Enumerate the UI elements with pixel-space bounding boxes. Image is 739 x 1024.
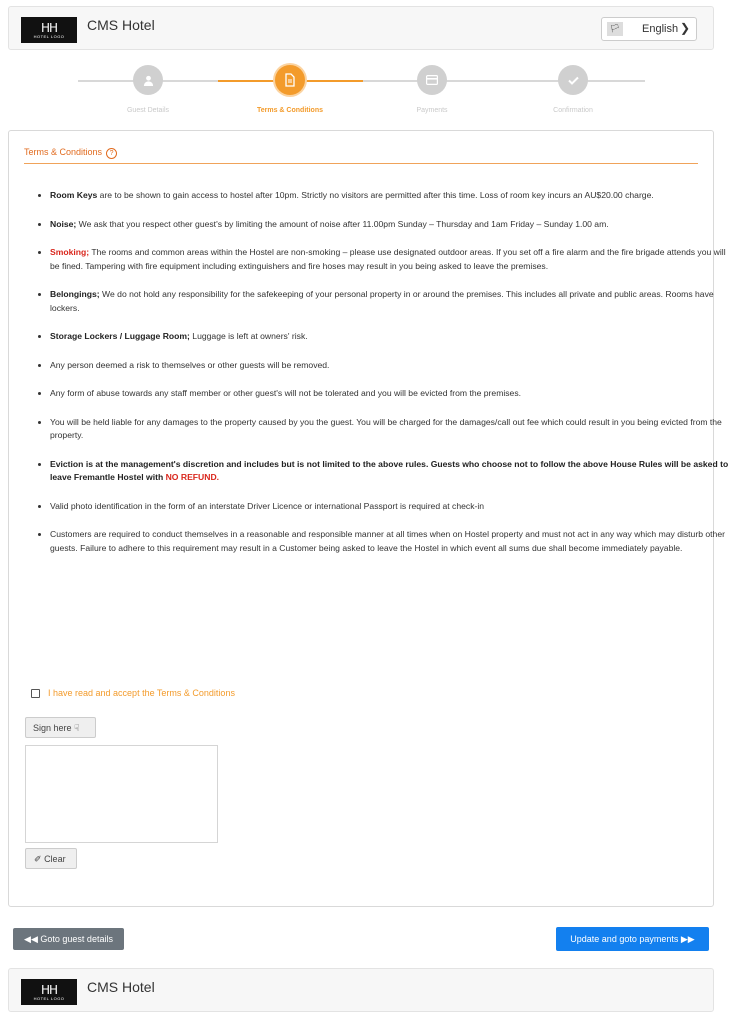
logo-mark: HH: [40, 20, 58, 35]
card-icon: [417, 65, 447, 95]
no-refund-text: NO REFUND.: [165, 472, 220, 482]
item-text: We do not hold any responsibility for the safekeeping of your personal property in or around the premises. This includes all private and public areas. Rooms have lockers.: [50, 289, 714, 313]
logo-small-text: HOTEL LOGO: [33, 33, 65, 39]
progress-stepper: [0, 60, 739, 120]
list-item: [50, 288, 732, 315]
back-label: Goto guest details: [40, 934, 113, 944]
step-terms[interactable]: [230, 60, 350, 114]
step-payments[interactable]: [372, 60, 492, 114]
sign-here-button[interactable]: [25, 717, 96, 738]
item-text: You will be held liable for any damages to the property caused by you the guest. You will be charged for the damages/call out fee which could result in you being evicted from the property.: [50, 416, 722, 440]
list-item: [50, 387, 732, 401]
eraser-icon: ✐: [34, 854, 42, 864]
item-lead: Storage Lockers / Luggage Room;: [50, 331, 190, 341]
item-text: We ask that you respect other guest's by limiting the amount of noise after 11.00pm Sunday – Thursday and 1am Friday – Sunday 1.00 am.: [76, 218, 609, 229]
brand-name[interactable]: CMS Hotel: [87, 17, 155, 33]
item-text: Eviction is at the management's discretion and includes but is not limited to the above rules. Guests who choose not to follow the above House Rules will be asked to leave Fremantle Hostel with: [50, 458, 729, 482]
terms-title-text: Terms & Conditions: [24, 147, 103, 157]
top-navbar: [8, 6, 714, 50]
chevron-down-icon: ❯: [679, 21, 690, 35]
goto-guest-details-button[interactable]: [13, 928, 124, 950]
hotel-logo[interactable]: [21, 979, 77, 1005]
hotel-logo[interactable]: [21, 17, 77, 43]
step-label: Guest Details: [126, 107, 170, 114]
user-icon: [133, 65, 163, 95]
divider: [24, 163, 698, 164]
item-lead: Belongings;: [50, 289, 100, 299]
update-goto-payments-button[interactable]: [556, 927, 709, 951]
step-guest-details[interactable]: [88, 60, 208, 114]
list-item: [50, 416, 732, 443]
terms-card: [8, 130, 729, 907]
item-lead: Noise;: [50, 218, 77, 229]
checkbox-box[interactable]: [31, 689, 40, 698]
clear-label: Clear: [44, 854, 66, 864]
list-item: [50, 528, 732, 555]
signature-pad[interactable]: [25, 745, 218, 843]
list-item: [50, 330, 732, 344]
step-label: Payments: [416, 107, 448, 114]
footer-brand-name[interactable]: CMS Hotel: [87, 979, 155, 995]
item-text: Any person deemed a risk to themselves or other guests will be removed.: [50, 359, 330, 370]
item-lead: Smoking;: [50, 247, 90, 257]
item-text: Any form of abuse towards any staff member or other guest's will not be tolerated and you will be evicted from the premises.: [50, 388, 522, 398]
item-text: Valid photo identification in the form of an interstate Driver Licence or international Passport is required at check-in: [50, 500, 485, 511]
item-text: are to be shown to gain access to hostel after 10pm. Strictly no visitors are permitted after this time. Loss of room key incurs an AU$20.00 charge.: [97, 190, 654, 200]
footer-bar: [8, 968, 714, 1012]
hand-pointer-icon: ☟: [74, 723, 80, 733]
step-label: Terms & Conditions: [257, 107, 323, 114]
list-item: [50, 500, 732, 514]
logo-small-text: HOTEL LOGO: [33, 995, 65, 1001]
terms-list: [23, 189, 732, 570]
accept-label: I have read and accept the Terms & Conditions: [48, 688, 235, 698]
terms-title: [24, 147, 117, 159]
double-chevron-left-icon: ◀◀: [24, 934, 38, 944]
list-item: [50, 189, 732, 203]
next-label: Update and goto payments: [570, 934, 679, 944]
step-confirmation[interactable]: [513, 60, 633, 114]
item-text: Luggage is left at owners' risk.: [189, 331, 308, 341]
check-icon: [558, 65, 588, 95]
item-text: The rooms and common areas within the Hostel are non-smoking – please use designated outdoor areas. If you set off a fire alarm and the fire brigade attends you will be fined. Tampering with fire equipment including extinguishers and fire hoses may result in you being asked to leave the premises.: [50, 247, 726, 271]
document-icon: [275, 65, 305, 95]
flag-icon: 🏳: [607, 22, 623, 36]
double-chevron-right-icon: ▶▶: [680, 934, 695, 944]
accept-terms-checkbox[interactable]: [31, 688, 235, 698]
language-select[interactable]: [601, 17, 697, 41]
step-label: Confirmation: [553, 107, 593, 114]
language-value: English: [642, 23, 679, 35]
list-item: [50, 218, 732, 232]
help-icon[interactable]: ?: [106, 148, 117, 159]
sign-label: Sign here: [33, 723, 72, 733]
list-item: [50, 359, 732, 373]
item-lead: Room Keys: [50, 190, 98, 200]
list-item: [50, 246, 732, 273]
clear-signature-button[interactable]: [25, 848, 77, 869]
logo-mark: HH: [40, 982, 58, 997]
item-text: Customers are required to conduct themselves in a reasonable and responsible manner at all times when on Hostel property and must not act in any way which may disturb other guests. Failure to adhere to this requirement may result in a Customer being asked to leave the Hostel in which event all sums due shall become immediately payable.: [50, 529, 725, 553]
list-item: [50, 458, 732, 485]
